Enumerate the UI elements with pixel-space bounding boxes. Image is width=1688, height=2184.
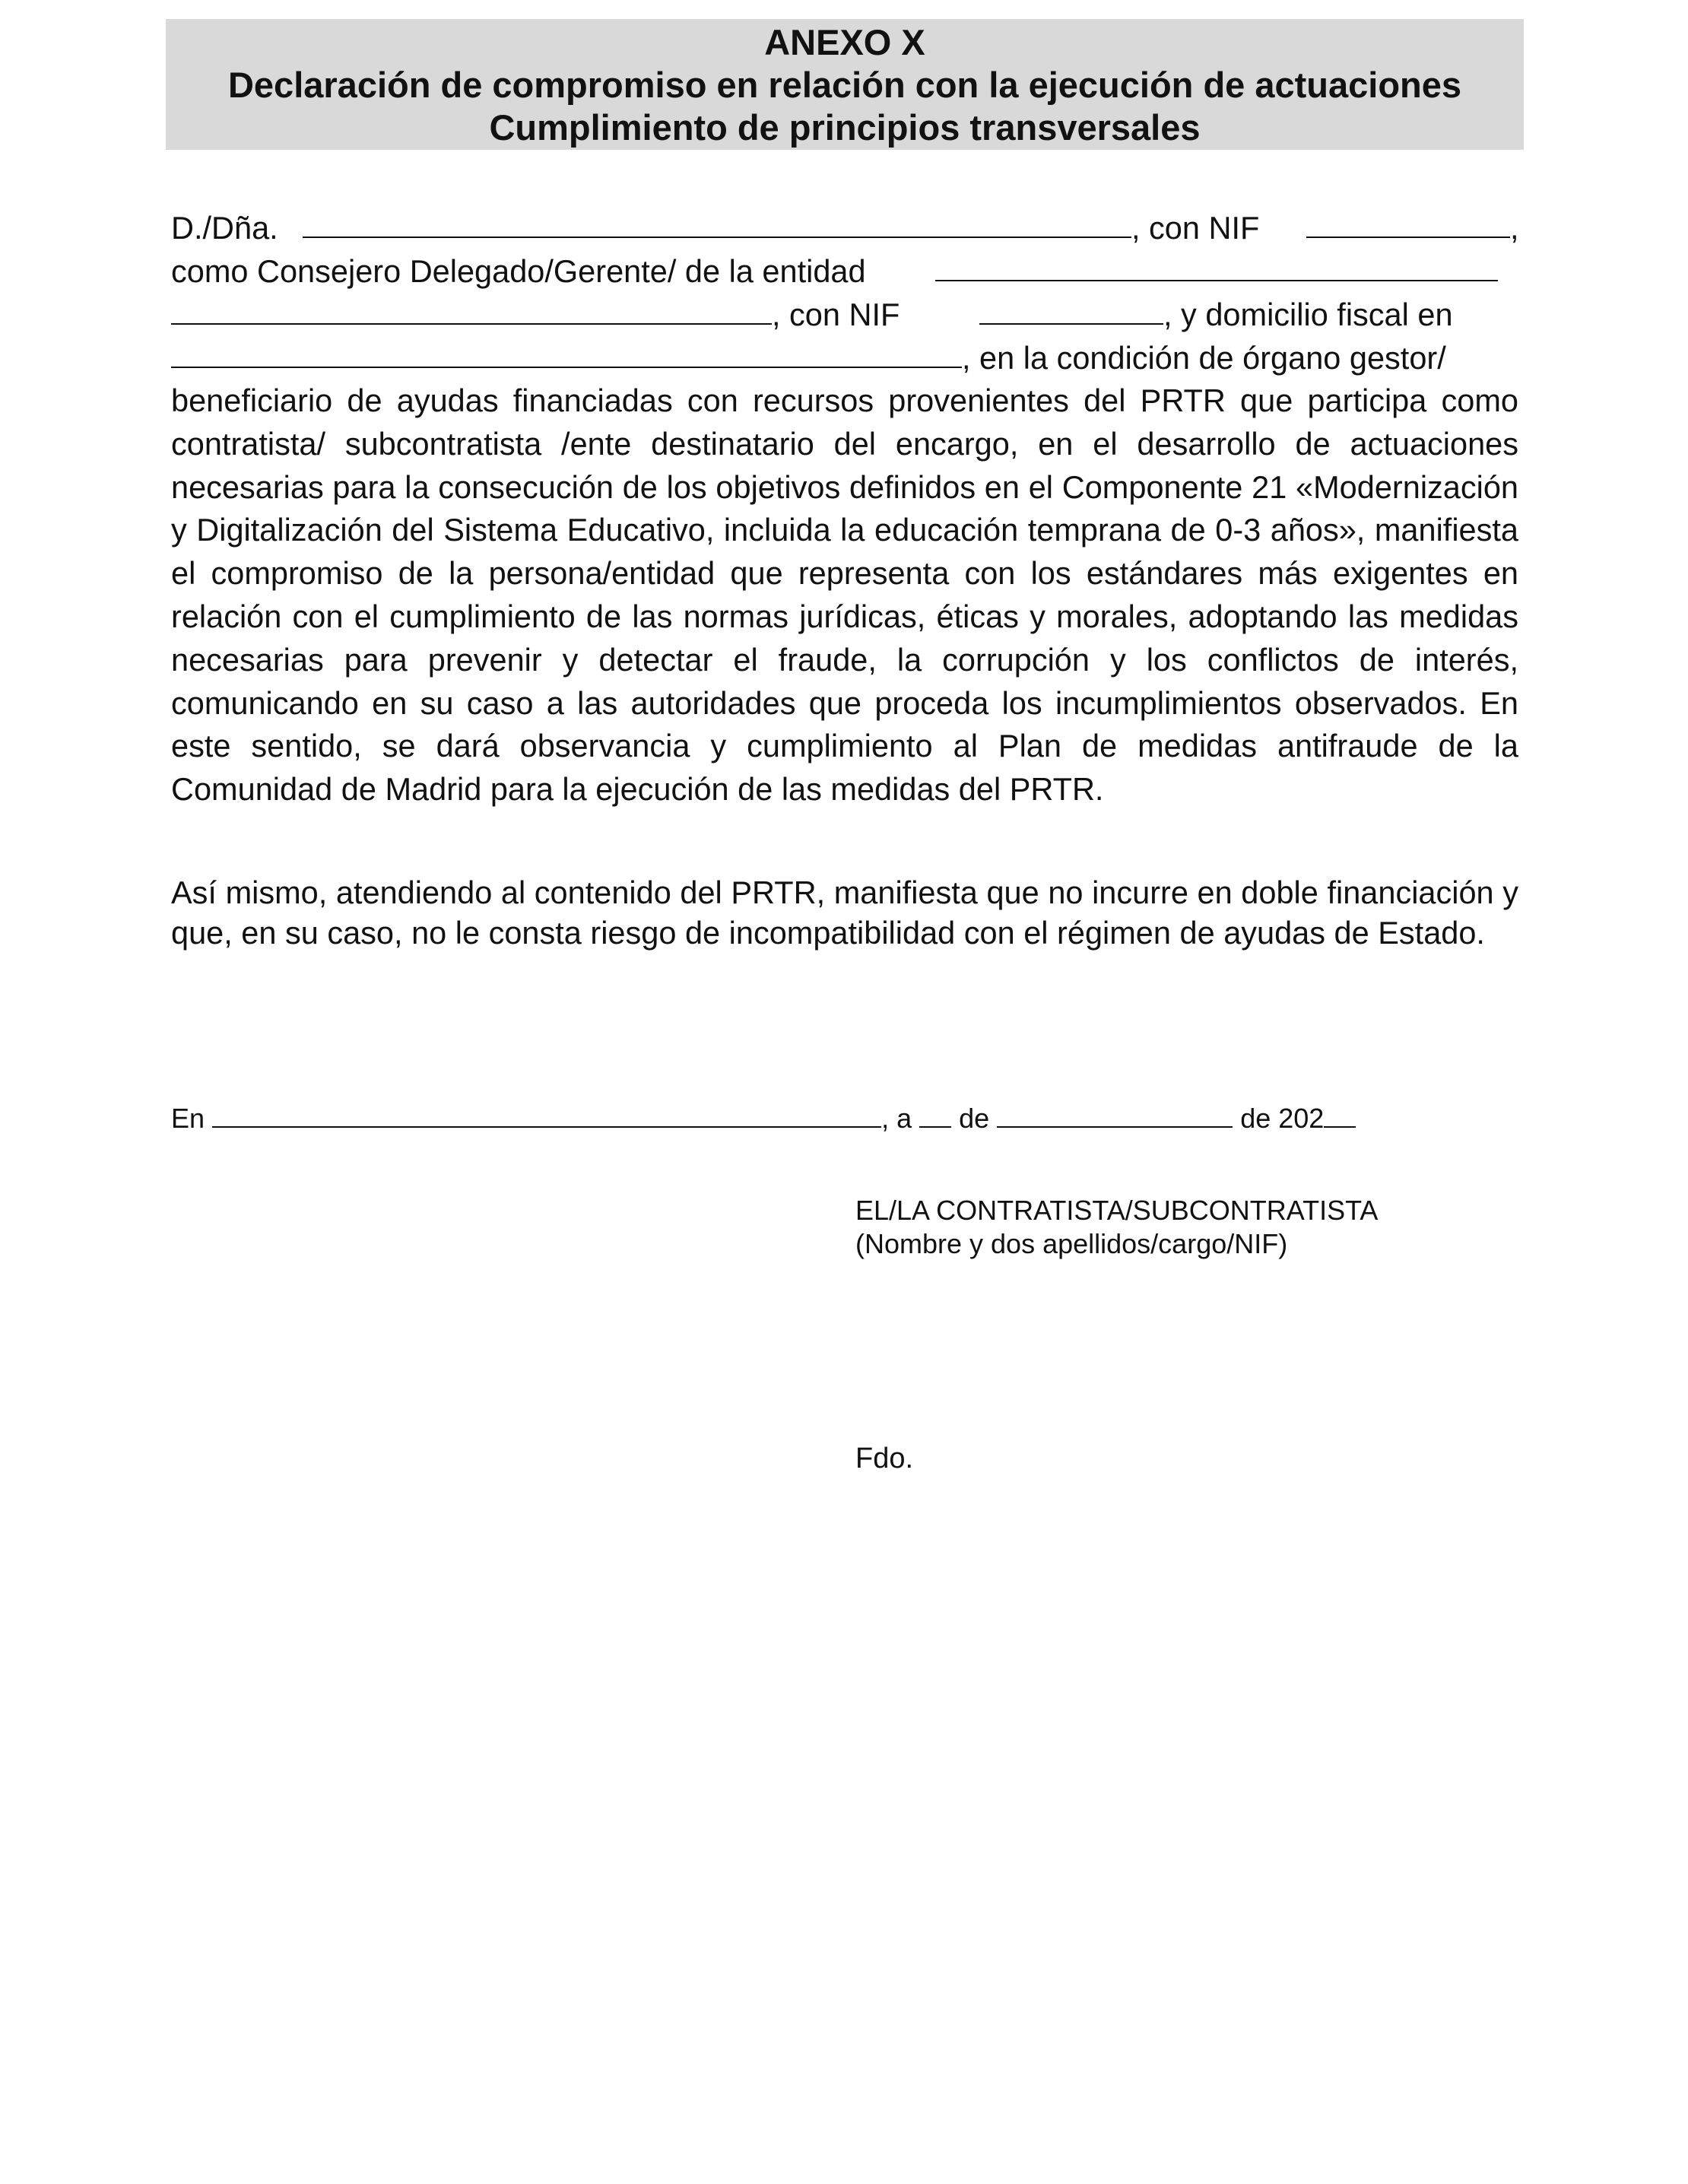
entity-nif-label: , con NIF — [772, 297, 900, 332]
declarant-name-line — [171, 206, 1518, 249]
entity-name-field-cont[interactable] — [171, 293, 772, 325]
declarant-nif-field[interactable] — [1306, 206, 1510, 238]
signed-label: Fdo. — [855, 1443, 914, 1475]
annex-subtitle: Declaración de compromiso en relación con la ejecución de actuaciones — [227, 65, 1462, 105]
place-date-line — [171, 1102, 1356, 1135]
declarant-name-field[interactable] — [303, 206, 1131, 238]
month-label: de — [959, 1103, 990, 1134]
fiscal-address-field[interactable] — [171, 336, 962, 368]
double-financing-paragraph: Así mismo, atendiendo al contenido del PRTR, manifiesta que no incurre en doble financiación y que, en su caso, no le consta riesgo de incompatibilidad con el régimen de ayudas de Estado. — [171, 875, 1518, 951]
entity-line — [171, 249, 1518, 293]
day-field[interactable] — [919, 1103, 951, 1128]
entity-nif-field[interactable] — [979, 293, 1163, 325]
comma-text: , — [1510, 210, 1519, 246]
annex-subtitle-2: Cumplimiento de principios transversales — [489, 107, 1201, 148]
year-label: de 202 — [1240, 1103, 1325, 1134]
day-label: , a — [881, 1103, 912, 1134]
fiscal-address-label: , y domicilio fiscal en — [1163, 297, 1453, 332]
annex-title: ANEXO X — [764, 22, 925, 62]
place-label: En — [171, 1103, 205, 1134]
year-field[interactable] — [1324, 1103, 1356, 1128]
signature-role: EL/LA CONTRATISTA/SUBCONTRATISTA — [855, 1195, 1379, 1226]
place-field[interactable] — [212, 1103, 881, 1128]
month-field[interactable] — [997, 1103, 1233, 1128]
nif-label: , con NIF — [1131, 210, 1260, 246]
annex-header — [166, 19, 1524, 150]
entity-nif-line — [171, 293, 1518, 336]
entity-name-field[interactable] — [935, 249, 1498, 281]
declaration-body: beneficiario de ayudas financiadas con recursos provenientes del PRTR que participa como contratista/ subcontratista /ente destinatario del encargo, en el desarrollo de actuaciones necesarias para la consecución de los objetivos definidos en el Componente 21 «Modernización y Digitalización del Sistema Educativo, incluida la educación temprana de 0-3 años», manifiesta el compromiso de la persona/entidad que representa con los estándares más exigentes en relación con el cumplimiento de las normas jurídicas, éticas y morales, adoptando las medidas necesarias para prevenir y detectar el fraude, la corrupción y los conflictos de interés, comunicando en su caso a las autoridades que proceda los incumplimientos observados. En este sentido, se dará observancia y cumplimiento al Plan de medidas antifraude de la Comunidad de Madrid para la ejecución de las medidas del PRTR. — [171, 383, 1518, 808]
condition-label: , en la condición de órgano gestor/ — [962, 340, 1446, 376]
role-label: como Consejero Delegado/Gerente/ de la entidad — [171, 253, 866, 289]
fiscal-address-line — [171, 336, 1518, 379]
declarant-label: D./Dña. — [171, 210, 278, 246]
signature-hint: (Nombre y dos apellidos/cargo/NIF) — [855, 1228, 1288, 1259]
